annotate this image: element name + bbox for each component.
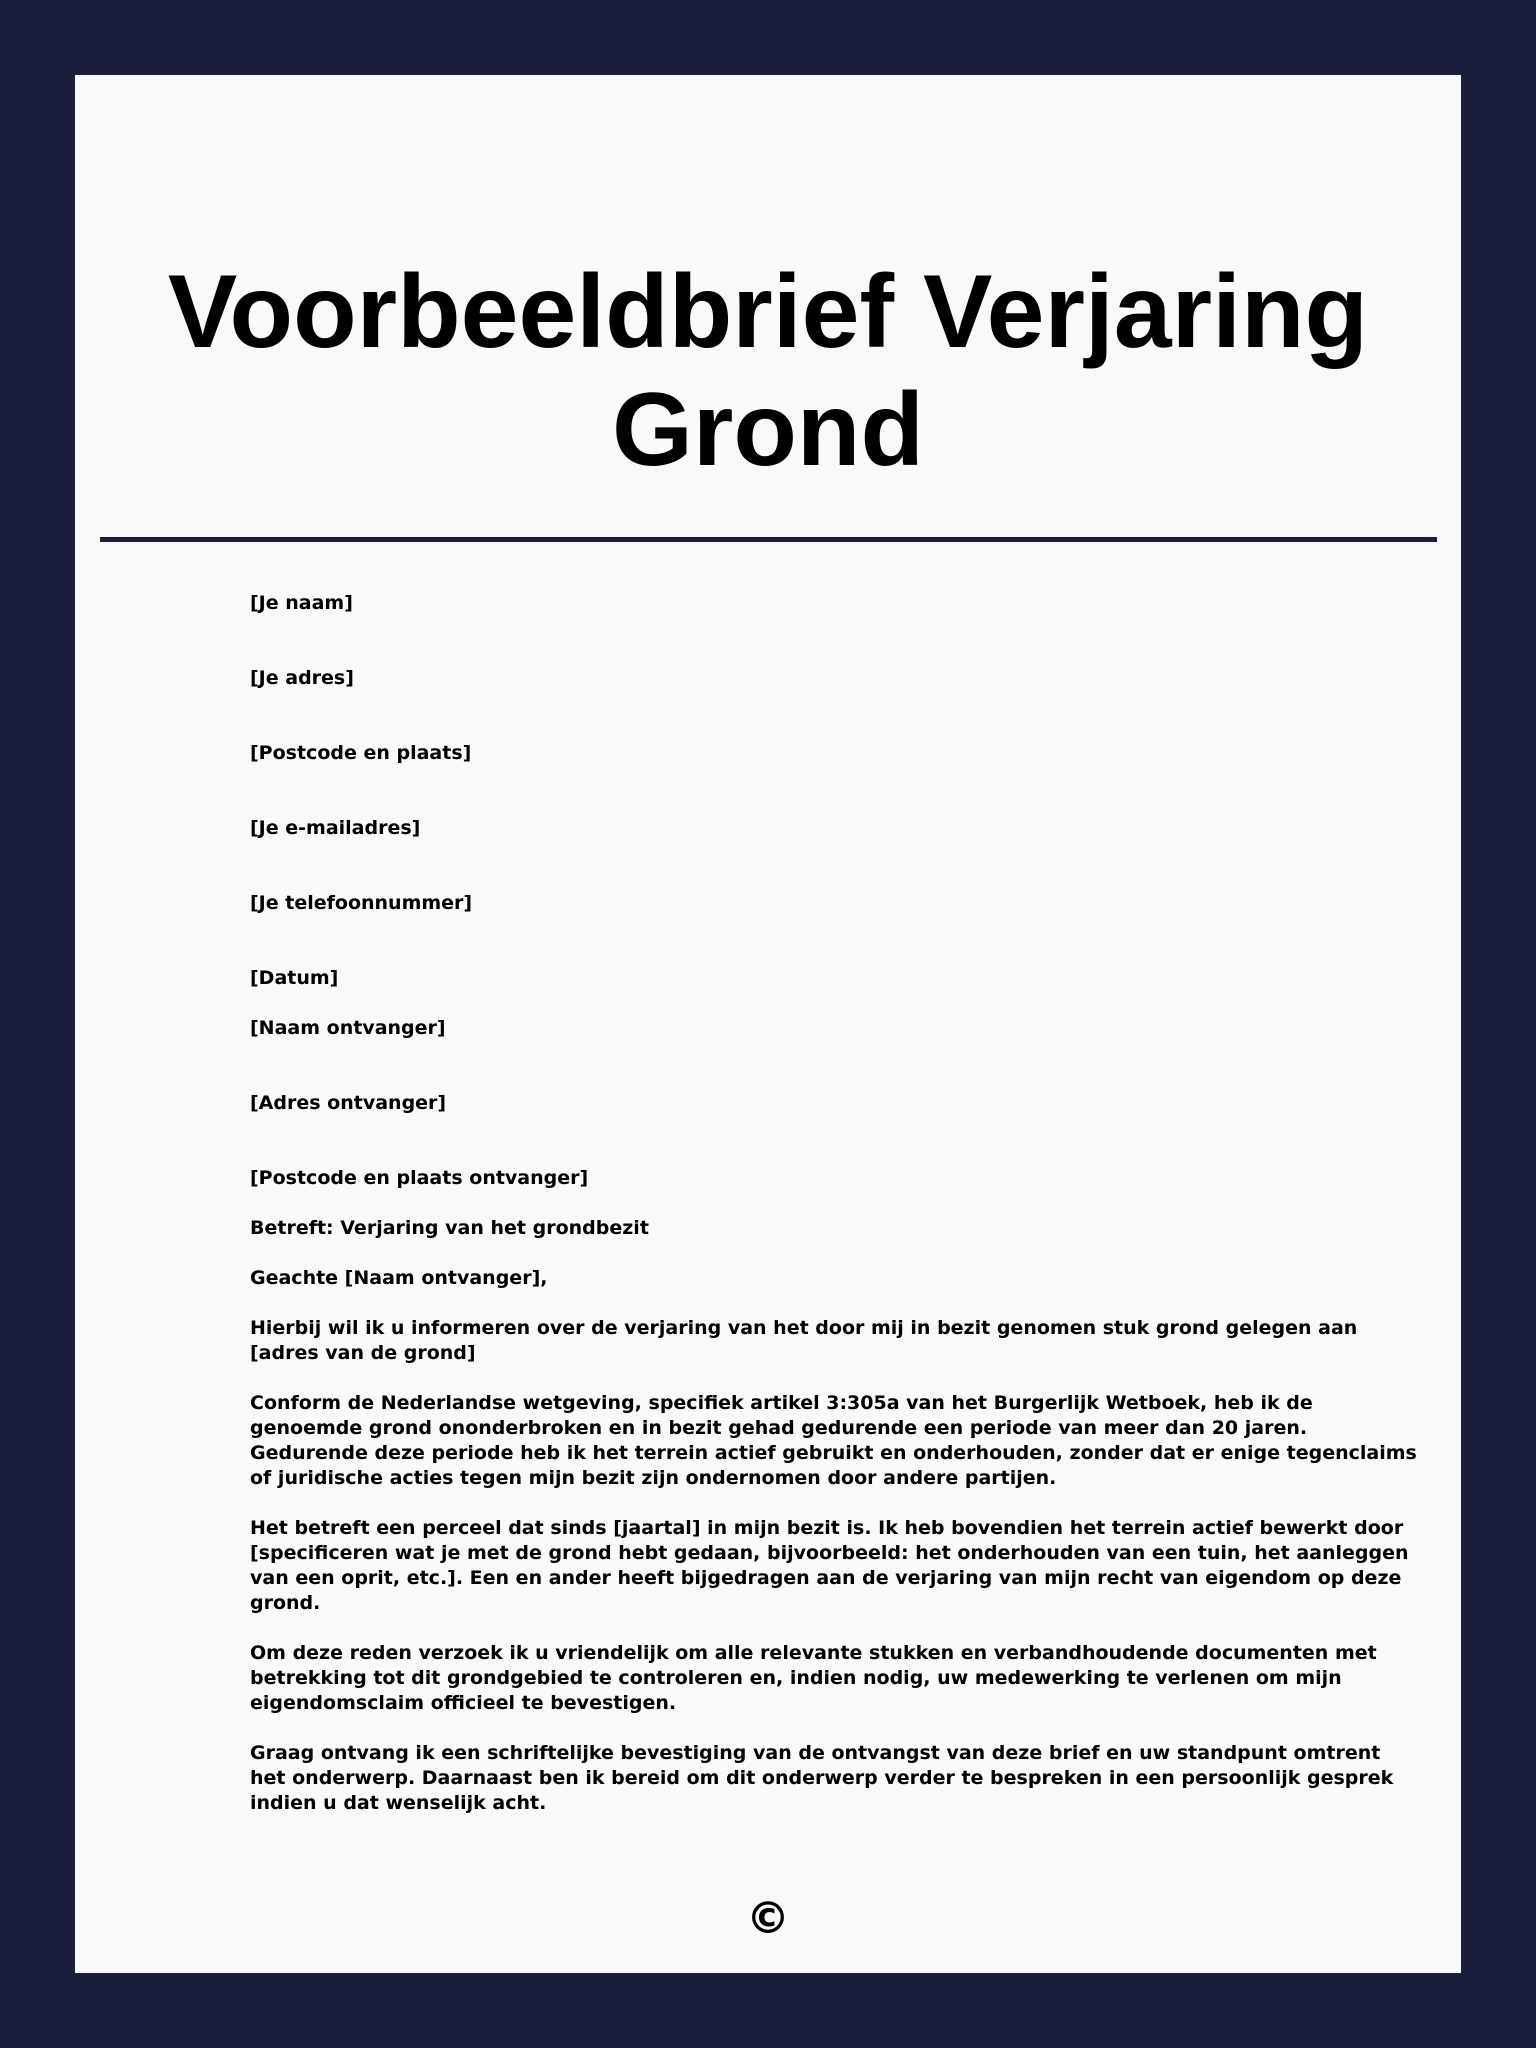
paragraph-line: Het betreft een perceel dat sinds [jaartal] in mijn bezit is. Ik heb bovendien het terrein actief bewerkt door: [250, 1517, 1404, 1539]
copyright-icon: ©: [746, 1893, 790, 1944]
paragraph-line: Gedurende deze periode heb ik het terrein actief gebruikt en onderhouden, zonder dat er enige tegenclaims: [250, 1442, 1417, 1464]
paragraph-line: eigendomsclaim officieel te bevestigen.: [250, 1692, 677, 1714]
paragraph-5: [250, 1741, 1394, 1816]
paragraph-line: Graag ontvang ik een schriftelijke bevestiging van de ontvangst van deze brief en uw standpunt omtrent: [250, 1742, 1381, 1764]
letter-date: [Datum]: [250, 967, 339, 989]
sender-phone: [Je telefoonnummer]: [250, 892, 473, 914]
title-divider: [100, 537, 1437, 542]
paragraph-line: [adres van de grond]: [250, 1342, 476, 1364]
paragraph-line: het onderwerp. Daarnaast ben ik bereid om dit onderwerp verder te bespreken in een persoonlijk gesprek: [250, 1767, 1394, 1789]
sender-email: [Je e-mailadres]: [250, 817, 421, 839]
sender-postal-city: [Postcode en plaats]: [250, 742, 472, 764]
paragraph-1: [250, 1316, 1358, 1366]
recipient-address: [Adres ontvanger]: [250, 1092, 447, 1114]
paragraph-3: [250, 1516, 1409, 1616]
paragraph-line: indien u dat wenselijk acht.: [250, 1792, 547, 1814]
paragraph-line: Hierbij wil ik u informeren over de verjaring van het door mij in bezit genomen stuk grond gelegen aan: [250, 1317, 1358, 1339]
paragraph-2: [250, 1391, 1417, 1491]
paragraph-line: Conform de Nederlandse wetgeving, specifiek artikel 3:305a van het Burgerlijk Wetboek, heb ik de: [250, 1392, 1313, 1414]
paragraph-line: Om deze reden verzoek ik u vriendelijk om alle relevante stukken en verbandhoudende documenten met: [250, 1642, 1377, 1664]
letter-page: [75, 75, 1461, 1973]
paragraph-line: van een oprit, etc.]. Een en ander heeft bijgedragen aan de verjaring van mijn recht van eigendom op deze: [250, 1567, 1402, 1589]
sender-address: [Je adres]: [250, 667, 354, 689]
paragraph-line: genoemde grond ononderbroken en in bezit gehad gedurende een periode van meer dan 20 jaren.: [250, 1417, 1308, 1439]
page-title: Voorbeeldbrief Verjaring Grond: [167, 254, 1369, 488]
paragraph-line: [specificeren wat je met de grond hebt gedaan, bijvoorbeeld: het onderhouden van een tuin, het aanleggen: [250, 1542, 1409, 1564]
paragraph-4: [250, 1641, 1377, 1716]
recipient-postal-city: [Postcode en plaats ontvanger]: [250, 1167, 589, 1189]
paragraph-line: betrekking tot dit grondgebied te controleren en, indien nodig, uw medewerking te verlenen om mijn: [250, 1667, 1342, 1689]
recipient-name: [Naam ontvanger]: [250, 1017, 446, 1039]
paragraph-line: of juridische acties tegen mijn bezit zijn ondernomen door andere partijen.: [250, 1467, 1057, 1489]
letter-subject: Betreft: Verjaring van het grondbezit: [250, 1217, 649, 1239]
paragraph-line: grond.: [250, 1592, 321, 1614]
letter-salutation: Geachte [Naam ontvanger],: [250, 1267, 548, 1289]
sender-name: [Je naam]: [250, 592, 353, 614]
